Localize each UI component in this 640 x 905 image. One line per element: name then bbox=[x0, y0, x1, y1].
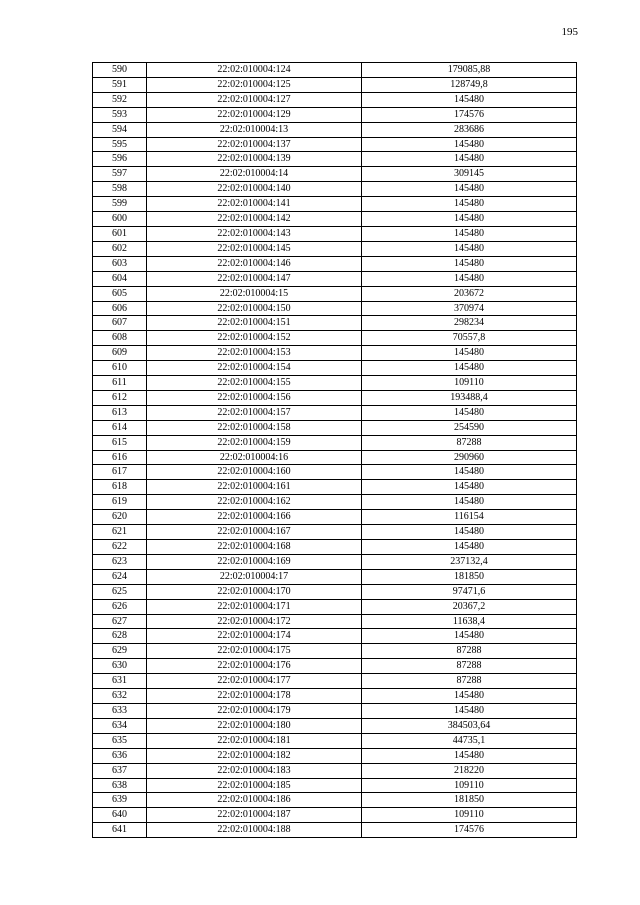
row-number-cell: 600 bbox=[93, 212, 147, 227]
cadastral-number-cell: 22:02:010004:17 bbox=[147, 569, 362, 584]
value-cell: 290960 bbox=[362, 450, 577, 465]
value-cell: 145480 bbox=[362, 256, 577, 271]
row-number-cell: 608 bbox=[93, 331, 147, 346]
cadastral-number-cell: 22:02:010004:185 bbox=[147, 778, 362, 793]
table-row bbox=[93, 77, 577, 92]
cadastral-number-cell: 22:02:010004:152 bbox=[147, 331, 362, 346]
row-number-cell: 610 bbox=[93, 361, 147, 376]
cadastral-number-cell: 22:02:010004:177 bbox=[147, 674, 362, 689]
cadastral-number-cell: 22:02:010004:181 bbox=[147, 733, 362, 748]
value-cell: 145480 bbox=[362, 480, 577, 495]
cadastral-number-cell: 22:02:010004:175 bbox=[147, 644, 362, 659]
row-number-cell: 623 bbox=[93, 554, 147, 569]
value-cell: 384503,64 bbox=[362, 718, 577, 733]
table-row bbox=[93, 644, 577, 659]
cadastral-number-cell: 22:02:010004:183 bbox=[147, 763, 362, 778]
cadastral-number-cell: 22:02:010004:160 bbox=[147, 465, 362, 480]
cadastral-number-cell: 22:02:010004:154 bbox=[147, 361, 362, 376]
value-cell: 203672 bbox=[362, 286, 577, 301]
value-cell: 87288 bbox=[362, 644, 577, 659]
value-cell: 254590 bbox=[362, 420, 577, 435]
row-number-cell: 633 bbox=[93, 703, 147, 718]
row-number-cell: 598 bbox=[93, 182, 147, 197]
row-number-cell: 606 bbox=[93, 301, 147, 316]
table-row bbox=[93, 510, 577, 525]
row-number-cell: 631 bbox=[93, 674, 147, 689]
table-row bbox=[93, 659, 577, 674]
cadastral-number-cell: 22:02:010004:141 bbox=[147, 197, 362, 212]
table-row bbox=[93, 718, 577, 733]
value-cell: 97471,6 bbox=[362, 584, 577, 599]
row-number-cell: 640 bbox=[93, 808, 147, 823]
value-cell: 145480 bbox=[362, 465, 577, 480]
row-number-cell: 614 bbox=[93, 420, 147, 435]
table-row bbox=[93, 614, 577, 629]
cadastral-number-cell: 22:02:010004:142 bbox=[147, 212, 362, 227]
row-number-cell: 603 bbox=[93, 256, 147, 271]
table-row bbox=[93, 137, 577, 152]
cadastral-number-cell: 22:02:010004:16 bbox=[147, 450, 362, 465]
value-cell: 283686 bbox=[362, 122, 577, 137]
row-number-cell: 619 bbox=[93, 495, 147, 510]
value-cell: 145480 bbox=[362, 346, 577, 361]
cadastral-number-cell: 22:02:010004:172 bbox=[147, 614, 362, 629]
cadastral-number-cell: 22:02:010004:15 bbox=[147, 286, 362, 301]
value-cell: 70557,8 bbox=[362, 331, 577, 346]
cadastral-number-cell: 22:02:010004:140 bbox=[147, 182, 362, 197]
cadastral-number-cell: 22:02:010004:156 bbox=[147, 390, 362, 405]
value-cell: 128749,8 bbox=[362, 77, 577, 92]
value-cell: 309145 bbox=[362, 167, 577, 182]
value-cell: 11638,4 bbox=[362, 614, 577, 629]
value-cell: 181850 bbox=[362, 569, 577, 584]
value-cell: 145480 bbox=[362, 152, 577, 167]
table-row bbox=[93, 256, 577, 271]
cadastral-value-table bbox=[92, 62, 577, 838]
table-row bbox=[93, 241, 577, 256]
value-cell: 218220 bbox=[362, 763, 577, 778]
value-cell: 298234 bbox=[362, 316, 577, 331]
row-number-cell: 632 bbox=[93, 689, 147, 704]
cadastral-number-cell: 22:02:010004:186 bbox=[147, 793, 362, 808]
table-row bbox=[93, 182, 577, 197]
value-cell: 370974 bbox=[362, 301, 577, 316]
table-row bbox=[93, 107, 577, 122]
value-cell: 145480 bbox=[362, 182, 577, 197]
table-row bbox=[93, 390, 577, 405]
cadastral-number-cell: 22:02:010004:187 bbox=[147, 808, 362, 823]
table-row bbox=[93, 689, 577, 704]
cadastral-number-cell: 22:02:010004:159 bbox=[147, 435, 362, 450]
row-number-cell: 590 bbox=[93, 63, 147, 78]
value-cell: 145480 bbox=[362, 137, 577, 152]
value-cell: 145480 bbox=[362, 212, 577, 227]
value-cell: 116154 bbox=[362, 510, 577, 525]
row-number-cell: 591 bbox=[93, 77, 147, 92]
row-number-cell: 635 bbox=[93, 733, 147, 748]
table-row bbox=[93, 226, 577, 241]
cadastral-number-cell: 22:02:010004:182 bbox=[147, 748, 362, 763]
row-number-cell: 630 bbox=[93, 659, 147, 674]
row-number-cell: 638 bbox=[93, 778, 147, 793]
row-number-cell: 604 bbox=[93, 271, 147, 286]
cadastral-number-cell: 22:02:010004:171 bbox=[147, 599, 362, 614]
value-cell: 145480 bbox=[362, 271, 577, 286]
cadastral-number-cell: 22:02:010004:166 bbox=[147, 510, 362, 525]
cadastral-number-cell: 22:02:010004:169 bbox=[147, 554, 362, 569]
cadastral-number-cell: 22:02:010004:150 bbox=[147, 301, 362, 316]
cadastral-number-cell: 22:02:010004:170 bbox=[147, 584, 362, 599]
row-number-cell: 622 bbox=[93, 540, 147, 555]
value-cell: 145480 bbox=[362, 495, 577, 510]
table-row bbox=[93, 763, 577, 778]
cadastral-number-cell: 22:02:010004:153 bbox=[147, 346, 362, 361]
value-cell: 181850 bbox=[362, 793, 577, 808]
table-row bbox=[93, 301, 577, 316]
value-cell: 237132,4 bbox=[362, 554, 577, 569]
row-number-cell: 617 bbox=[93, 465, 147, 480]
value-cell: 145480 bbox=[362, 361, 577, 376]
cadastral-number-cell: 22:02:010004:147 bbox=[147, 271, 362, 286]
cadastral-number-cell: 22:02:010004:157 bbox=[147, 405, 362, 420]
row-number-cell: 595 bbox=[93, 137, 147, 152]
row-number-cell: 618 bbox=[93, 480, 147, 495]
value-cell: 145480 bbox=[362, 629, 577, 644]
value-cell: 145480 bbox=[362, 226, 577, 241]
cadastral-number-cell: 22:02:010004:137 bbox=[147, 137, 362, 152]
row-number-cell: 592 bbox=[93, 92, 147, 107]
row-number-cell: 627 bbox=[93, 614, 147, 629]
cadastral-number-cell: 22:02:010004:151 bbox=[147, 316, 362, 331]
value-cell: 145480 bbox=[362, 748, 577, 763]
cadastral-number-cell: 22:02:010004:124 bbox=[147, 63, 362, 78]
row-number-cell: 605 bbox=[93, 286, 147, 301]
row-number-cell: 597 bbox=[93, 167, 147, 182]
table-body bbox=[93, 63, 577, 838]
table-row bbox=[93, 823, 577, 838]
table-row bbox=[93, 778, 577, 793]
value-cell: 174576 bbox=[362, 107, 577, 122]
row-number-cell: 616 bbox=[93, 450, 147, 465]
table-row bbox=[93, 331, 577, 346]
table-row bbox=[93, 212, 577, 227]
cadastral-number-cell: 22:02:010004:161 bbox=[147, 480, 362, 495]
value-cell: 109110 bbox=[362, 778, 577, 793]
cadastral-number-cell: 22:02:010004:176 bbox=[147, 659, 362, 674]
value-cell: 174576 bbox=[362, 823, 577, 838]
row-number-cell: 612 bbox=[93, 390, 147, 405]
cadastral-number-cell: 22:02:010004:139 bbox=[147, 152, 362, 167]
cadastral-number-cell: 22:02:010004:178 bbox=[147, 689, 362, 704]
cadastral-number-cell: 22:02:010004:179 bbox=[147, 703, 362, 718]
cadastral-number-cell: 22:02:010004:143 bbox=[147, 226, 362, 241]
page-number: 195 bbox=[561, 26, 578, 38]
table-row bbox=[93, 480, 577, 495]
row-number-cell: 620 bbox=[93, 510, 147, 525]
cadastral-number-cell: 22:02:010004:188 bbox=[147, 823, 362, 838]
value-cell: 145480 bbox=[362, 525, 577, 540]
row-number-cell: 636 bbox=[93, 748, 147, 763]
row-number-cell: 637 bbox=[93, 763, 147, 778]
table-row bbox=[93, 495, 577, 510]
value-cell: 87288 bbox=[362, 674, 577, 689]
table-row bbox=[93, 420, 577, 435]
cadastral-number-cell: 22:02:010004:158 bbox=[147, 420, 362, 435]
table-row bbox=[93, 703, 577, 718]
table-row bbox=[93, 435, 577, 450]
table-row bbox=[93, 599, 577, 614]
value-cell: 145480 bbox=[362, 241, 577, 256]
cadastral-number-cell: 22:02:010004:125 bbox=[147, 77, 362, 92]
row-number-cell: 615 bbox=[93, 435, 147, 450]
table-row bbox=[93, 376, 577, 391]
cadastral-number-cell: 22:02:010004:155 bbox=[147, 376, 362, 391]
table-row bbox=[93, 152, 577, 167]
value-cell: 179085,88 bbox=[362, 63, 577, 78]
row-number-cell: 624 bbox=[93, 569, 147, 584]
cadastral-number-cell: 22:02:010004:14 bbox=[147, 167, 362, 182]
cadastral-number-cell: 22:02:010004:145 bbox=[147, 241, 362, 256]
table-row bbox=[93, 525, 577, 540]
table-row bbox=[93, 569, 577, 584]
value-cell: 20367,2 bbox=[362, 599, 577, 614]
table-row bbox=[93, 465, 577, 480]
row-number-cell: 594 bbox=[93, 122, 147, 137]
table-row bbox=[93, 361, 577, 376]
row-number-cell: 609 bbox=[93, 346, 147, 361]
row-number-cell: 626 bbox=[93, 599, 147, 614]
cadastral-number-cell: 22:02:010004:127 bbox=[147, 92, 362, 107]
table-row bbox=[93, 793, 577, 808]
cadastral-number-cell: 22:02:010004:167 bbox=[147, 525, 362, 540]
value-cell: 87288 bbox=[362, 435, 577, 450]
table-row bbox=[93, 63, 577, 78]
row-number-cell: 621 bbox=[93, 525, 147, 540]
table-row bbox=[93, 122, 577, 137]
row-number-cell: 613 bbox=[93, 405, 147, 420]
table-row bbox=[93, 167, 577, 182]
value-cell: 145480 bbox=[362, 405, 577, 420]
value-cell: 145480 bbox=[362, 689, 577, 704]
row-number-cell: 641 bbox=[93, 823, 147, 838]
row-number-cell: 593 bbox=[93, 107, 147, 122]
row-number-cell: 611 bbox=[93, 376, 147, 391]
row-number-cell: 639 bbox=[93, 793, 147, 808]
table-row bbox=[93, 584, 577, 599]
table-row bbox=[93, 92, 577, 107]
table-row bbox=[93, 405, 577, 420]
table-row bbox=[93, 316, 577, 331]
cadastral-number-cell: 22:02:010004:129 bbox=[147, 107, 362, 122]
cadastral-number-cell: 22:02:010004:162 bbox=[147, 495, 362, 510]
table-row bbox=[93, 286, 577, 301]
value-cell: 145480 bbox=[362, 703, 577, 718]
table-row bbox=[93, 748, 577, 763]
row-number-cell: 602 bbox=[93, 241, 147, 256]
row-number-cell: 596 bbox=[93, 152, 147, 167]
value-cell: 145480 bbox=[362, 92, 577, 107]
row-number-cell: 607 bbox=[93, 316, 147, 331]
value-cell: 87288 bbox=[362, 659, 577, 674]
row-number-cell: 634 bbox=[93, 718, 147, 733]
value-cell: 145480 bbox=[362, 197, 577, 212]
cadastral-number-cell: 22:02:010004:174 bbox=[147, 629, 362, 644]
value-cell: 109110 bbox=[362, 376, 577, 391]
cadastral-number-cell: 22:02:010004:146 bbox=[147, 256, 362, 271]
cadastral-number-cell: 22:02:010004:168 bbox=[147, 540, 362, 555]
table-row bbox=[93, 346, 577, 361]
row-number-cell: 629 bbox=[93, 644, 147, 659]
value-cell: 193488,4 bbox=[362, 390, 577, 405]
table-row bbox=[93, 808, 577, 823]
table-row bbox=[93, 271, 577, 286]
table-row bbox=[93, 674, 577, 689]
table-row bbox=[93, 629, 577, 644]
cadastral-number-cell: 22:02:010004:13 bbox=[147, 122, 362, 137]
table-row bbox=[93, 450, 577, 465]
table-row bbox=[93, 197, 577, 212]
table-row bbox=[93, 540, 577, 555]
value-cell: 145480 bbox=[362, 540, 577, 555]
row-number-cell: 628 bbox=[93, 629, 147, 644]
table-row bbox=[93, 733, 577, 748]
row-number-cell: 601 bbox=[93, 226, 147, 241]
table-row bbox=[93, 554, 577, 569]
cadastral-number-cell: 22:02:010004:180 bbox=[147, 718, 362, 733]
row-number-cell: 599 bbox=[93, 197, 147, 212]
value-cell: 44735,1 bbox=[362, 733, 577, 748]
value-cell: 109110 bbox=[362, 808, 577, 823]
row-number-cell: 625 bbox=[93, 584, 147, 599]
